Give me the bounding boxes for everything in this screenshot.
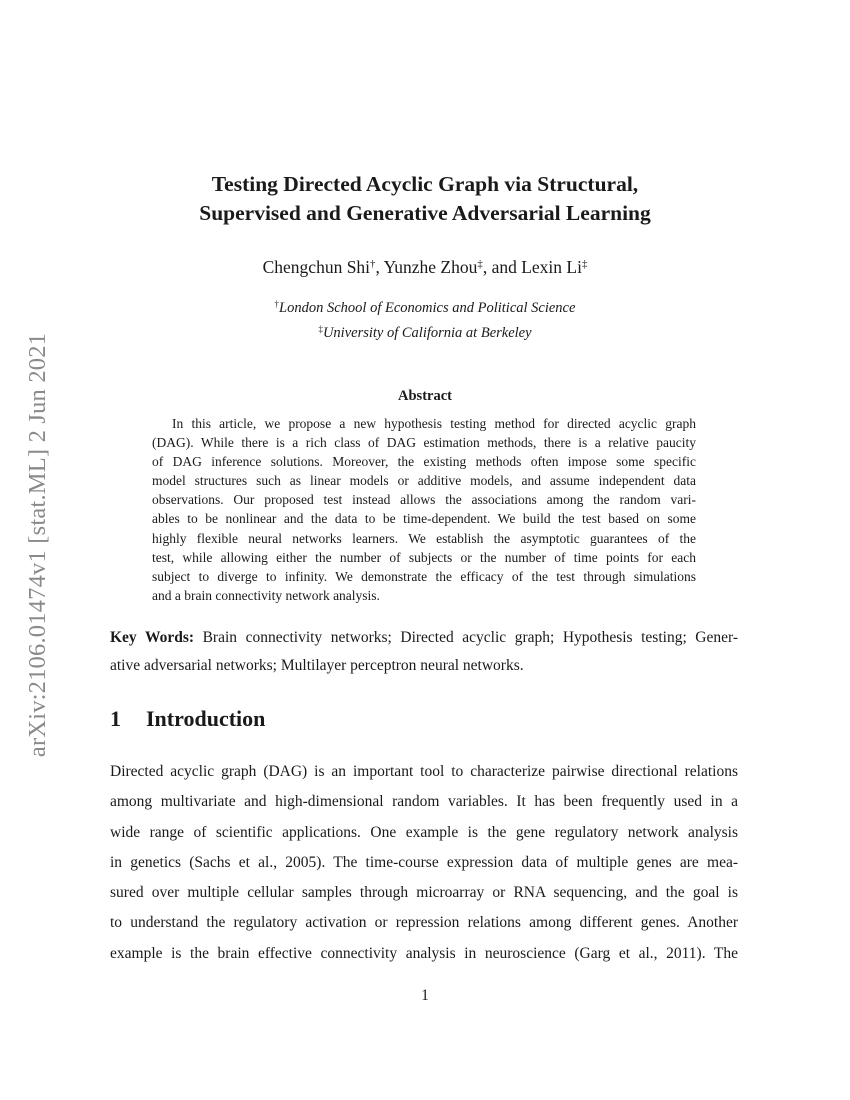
abstract-line: (DAG). While there is a rich class of DAG estimation methods, there is a relative paucity [152,435,696,451]
keywords-block [110,624,738,680]
abstract-line: In this article, we propose a new hypothesis testing method for directed acyclic graph [172,416,696,431]
abstract-heading: Abstract [398,388,452,404]
affiliation-lse [0,298,850,319]
author-affiliation-mark: † [370,257,376,270]
body-text-line: example is the brain effective connectivity analysis in neuroscience (Garg et al., 2011). The [110,944,738,962]
section-title: Introduction [146,706,266,731]
author-affiliation-mark: ‡ [477,257,483,270]
body-text-line: among multivariate and high-dimensional random variables. It has been frequently used in a [110,793,738,811]
page-number: 1 [421,987,429,1004]
keywords-line-1 [110,624,738,652]
affiliation-name: London School of Economics and Political Science [279,300,576,316]
affiliation-mark: † [274,298,280,309]
keywords-text: Brain connectivity networks; Directed acyclic graph; Hypothesis testing; Gener- [202,629,739,646]
abstract-line: test, while allowing either the number of subjects or the number of time points for each [152,549,696,565]
abstract-line: ables to be nonlinear and the data to be time-dependent. We build the test based on some [152,511,696,527]
abstract-line: model structures such as linear models or additive models, and assume independent data [152,473,696,489]
affiliation-name: University of California at Berkeley [322,325,532,341]
introduction-paragraph [110,757,738,969]
author-list [0,255,850,282]
body-text-line: Directed acyclic graph (DAG) is an important tool to characterize pairwise directional relations [110,763,738,780]
abstract-line: of DAG inference solutions. Moreover, the existing methods often impose some specific [152,454,696,470]
body-text-line: to understand the regulatory activation or repression relations among different genes. Another [110,914,738,932]
author-name: Yunzhe Zhou [383,257,478,277]
body-text-line: wide range of scientific applications. One example is the gene regulatory network analysis [110,823,738,841]
author-name: Lexin Li [521,257,582,277]
title-line-1: Testing Directed Acyclic Graph via Structural, [211,172,639,196]
keywords-line-2: ative adversarial networks; Multilayer perceptron neural networks. [110,657,524,674]
abstract-body [152,414,696,605]
abstract-line: highly flexible neural networks learners. We establish the asymptotic guarantees of the [152,530,696,546]
affiliation-berkeley [0,323,850,344]
title-line-2: Supervised and Generative Adversarial Learning [199,201,651,225]
keywords-label: Key Words: [110,629,195,646]
section-number: 1 [110,706,121,731]
author-separator: , and [482,257,522,277]
abstract-line: and a brain connectivity network analysis. [152,587,380,603]
abstract-line: observations. Our proposed test instead allows the associations among the random vari- [152,492,696,508]
section-heading-introduction [110,704,265,734]
paper-title [0,170,850,228]
author-separator: , [375,257,384,277]
body-text-line: in genetics (Sachs et al., 2005). The time-course expression data of multiple genes are mea- [110,853,738,871]
author-name: Chengchun Shi [262,257,371,277]
arxiv-identifier-stamp: arXiv:2106.01474v1 [stat.ML] 2 Jun 2021 [24,332,51,758]
author-affiliation-mark: ‡ [581,257,588,270]
body-text-line: sured over multiple cellular samples through microarray or RNA sequencing, and the goal is [110,884,738,902]
affiliation-mark: ‡ [318,323,323,334]
abstract-line: subject to diverge to infinity. We demonstrate the efficacy of the test through simulations [152,568,696,584]
